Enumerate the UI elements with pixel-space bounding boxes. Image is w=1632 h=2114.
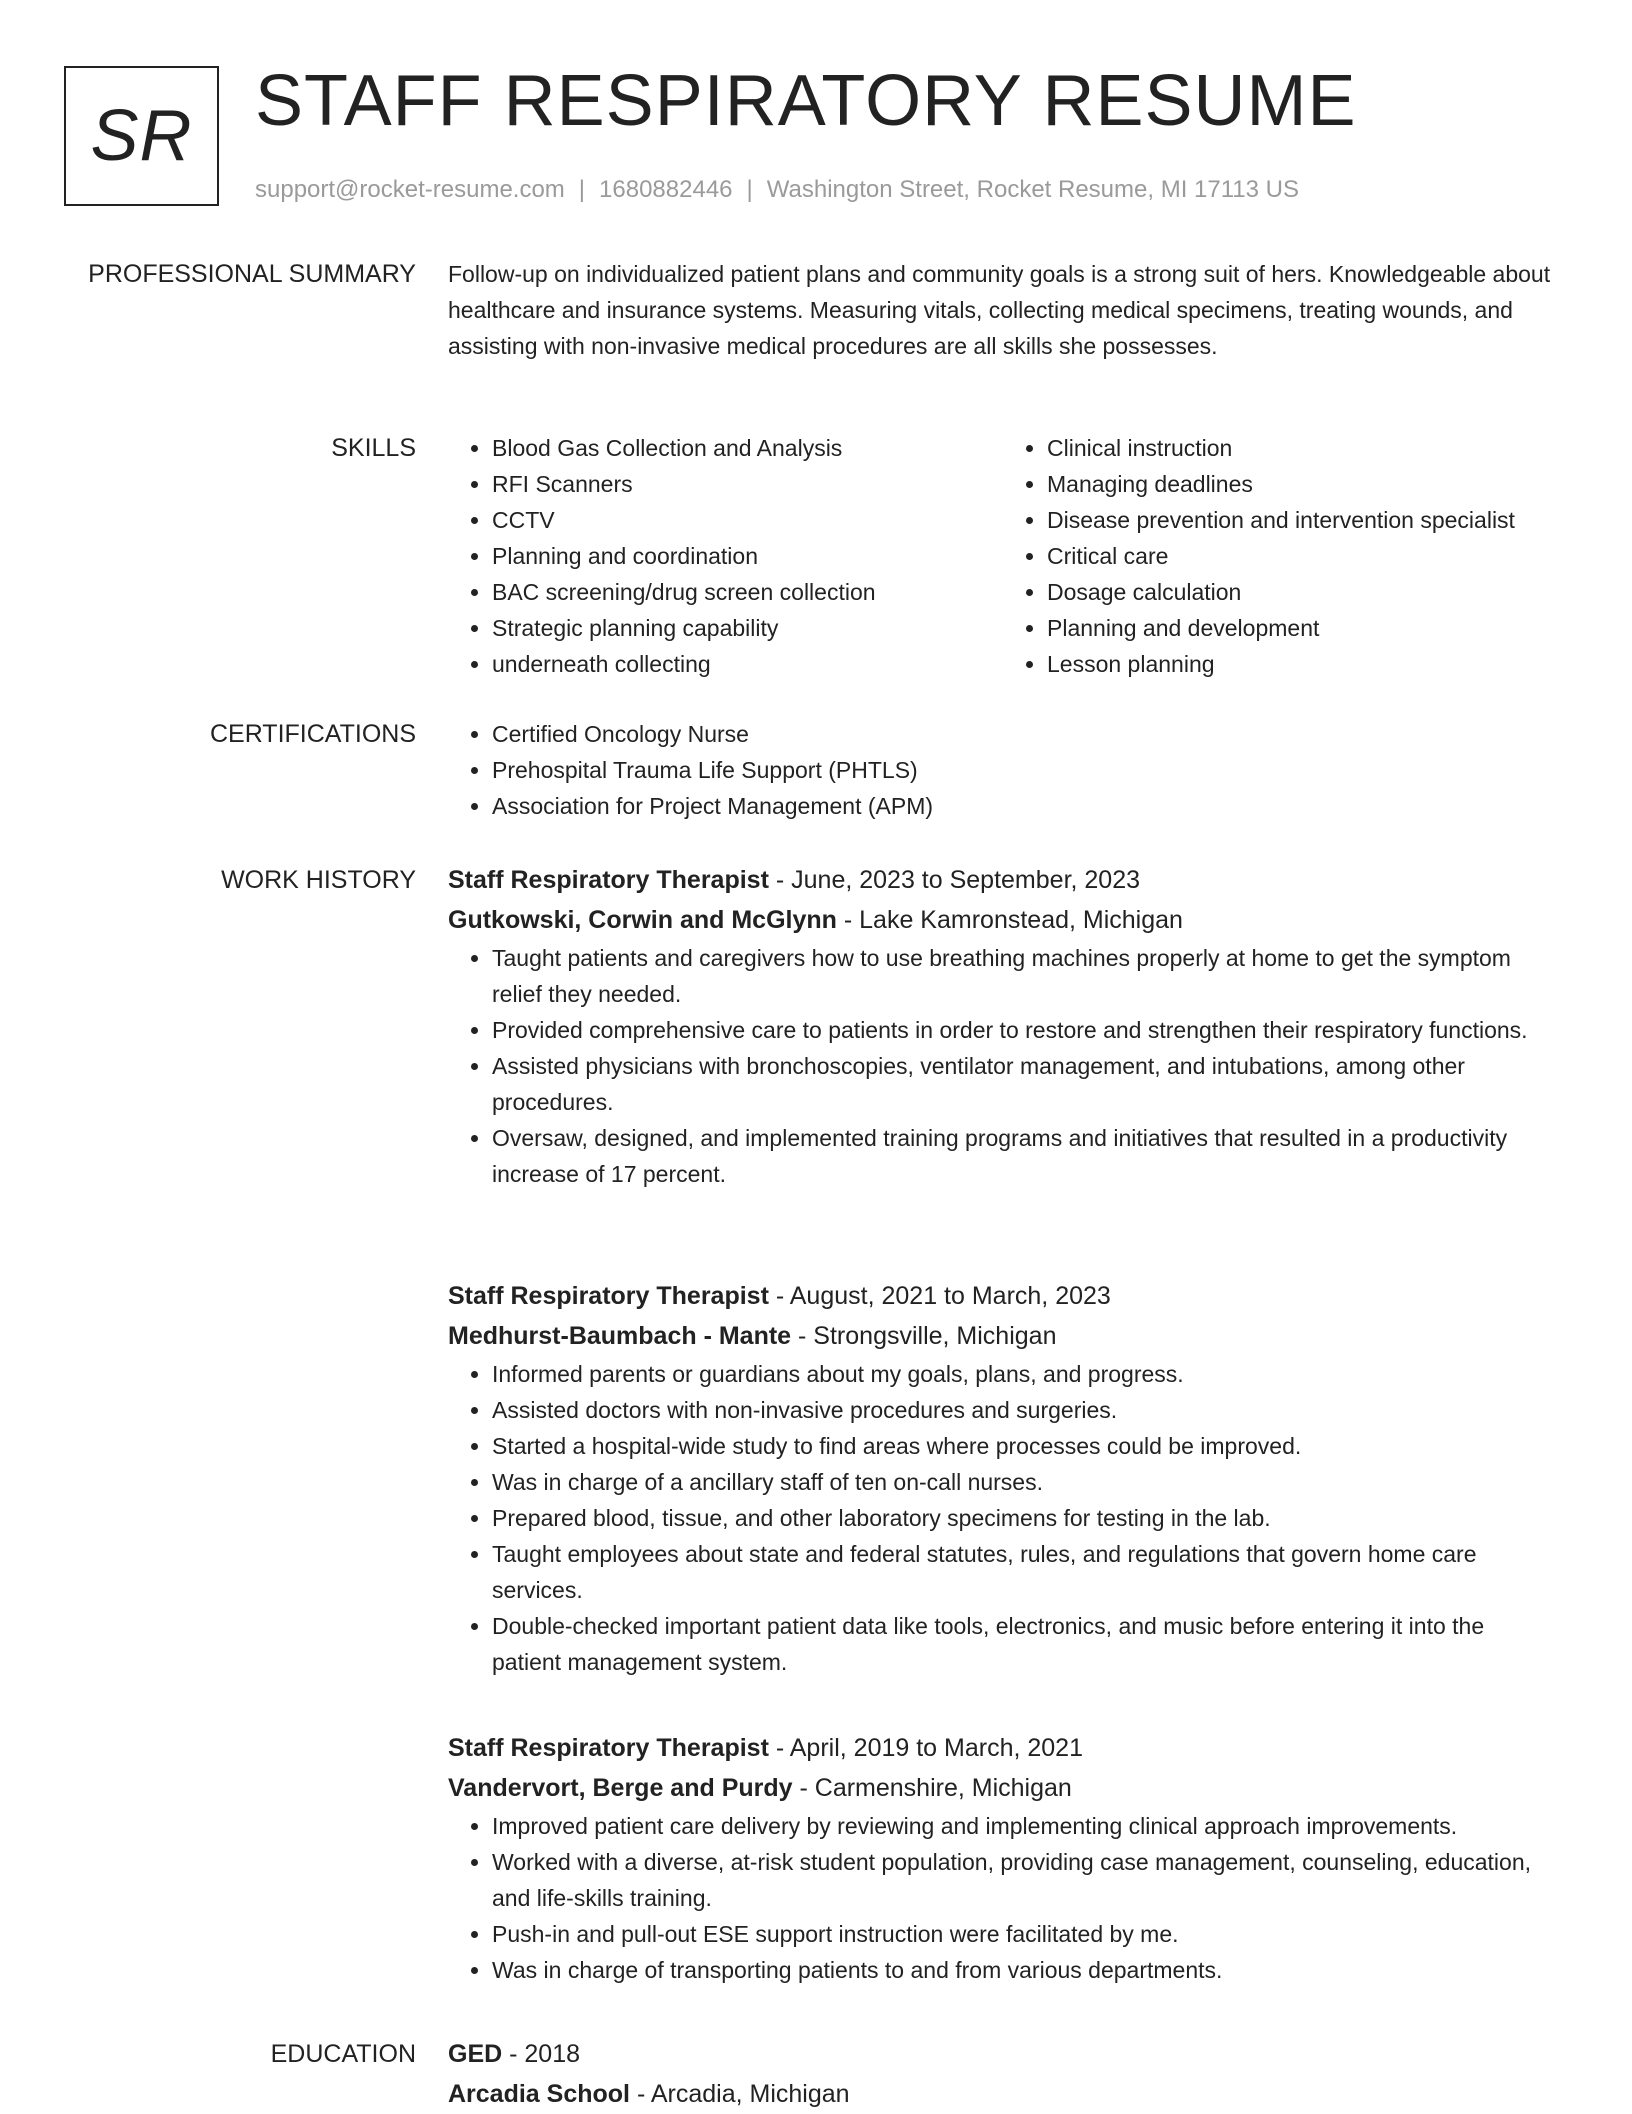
job-company-line — [448, 1316, 1558, 1356]
job-body — [448, 1728, 1558, 1988]
monogram: SR — [64, 66, 219, 206]
list-item: • Disease prevention and intervention specialist — [1047, 502, 1558, 538]
list-item: • Worked with a diverse, at-risk student population, providing case management, counseling, education, and life-skills training. — [492, 1844, 1558, 1916]
list-item: • Started a hospital-wide study to find areas where processes could be improved. — [492, 1428, 1558, 1464]
job-dates: - April, 2019 to March, 2021 — [768, 1734, 1083, 1762]
list-item: • Association for Project Management (APM) — [492, 788, 1558, 824]
certifications-list — [448, 716, 1558, 824]
education-degree-line — [448, 2034, 1558, 2074]
list-item: • underneath collecting — [492, 646, 1003, 682]
section-body — [448, 716, 1558, 824]
list-item: • RFI Scanners — [492, 466, 1003, 502]
education-school: Arcadia School — [448, 2080, 630, 2108]
contact-line — [255, 174, 1299, 206]
list-item: • Blood Gas Collection and Analysis — [492, 430, 1003, 466]
section-label: CERTIFICATIONS — [209, 720, 416, 748]
list-item: • BAC screening/drug screen collection — [492, 574, 1003, 610]
list-item: • Strategic planning capability — [492, 610, 1003, 646]
skills-list-left — [448, 430, 1003, 682]
list-item: • CCTV — [492, 502, 1003, 538]
page-title: STAFF RESPIRATORY RESUME — [255, 61, 1357, 141]
list-item: • Critical care — [1047, 538, 1558, 574]
section-body — [448, 2034, 1558, 2114]
skills-list-right — [1003, 430, 1558, 682]
list-item: • Clinical instruction — [1047, 430, 1558, 466]
list-item: • Was in charge of a ancillary staff of ten on-call nurses. — [492, 1464, 1558, 1500]
education-school-line — [448, 2074, 1558, 2114]
job-bullets — [448, 1808, 1558, 1988]
list-item: • Improved patient care delivery by reviewing and implementing clinical approach improvements. — [492, 1808, 1558, 1844]
job-dates: - August, 2021 to March, 2023 — [768, 1282, 1111, 1310]
list-item: • Oversaw, designed, and implemented training programs and initiatives that resulted in a productivity increase of 17 percent. — [492, 1120, 1558, 1192]
job-dates: - June, 2023 to September, 2023 — [768, 866, 1141, 894]
list-item: • Assisted doctors with non-invasive procedures and surgeries. — [492, 1392, 1558, 1428]
job-title: Staff Respiratory Therapist — [448, 1734, 769, 1762]
list-item: • Lesson planning — [1047, 646, 1558, 682]
education-year: - 2018 — [502, 2040, 581, 2068]
job-bullets — [448, 1356, 1558, 1680]
list-item: • Was in charge of transporting patients to and from various departments. — [492, 1952, 1558, 1988]
list-item: • Taught patients and caregivers how to use breathing machines properly at home to get the symptom relief they needed. — [492, 940, 1558, 1012]
job-body — [448, 1276, 1558, 1680]
job-company: Medhurst-Baumbach - Mante — [448, 1322, 792, 1350]
job-company: Vandervort, Berge and Purdy — [448, 1774, 793, 1802]
job-location: - Strongsville, Michigan — [791, 1322, 1057, 1350]
list-item: • Prepared blood, tissue, and other laboratory specimens for testing in the lab. — [492, 1500, 1558, 1536]
contact-phone: 1680882446 — [599, 176, 733, 203]
contact-separator: | — [746, 176, 753, 203]
contact-address: Washington Street, Rocket Resume, MI 17113 US — [766, 176, 1299, 203]
section-label: PROFESSIONAL SUMMARY — [88, 260, 416, 288]
contact-separator: | — [578, 176, 586, 203]
list-item: • Assisted physicians with bronchoscopies, ventilator management, and intubations, among other procedures. — [492, 1048, 1558, 1120]
summary-text: Follow-up on individualized patient plans and community goals is a strong suit of hers. Knowledgeable about healthcare and insurance systems. Measuring vitals, collecting medical specimens, treating wounds, and assisting with non-invasive medical procedures are all skills she possesses. — [448, 261, 1551, 359]
list-item: • Prehospital Trauma Life Support (PHTLS) — [492, 752, 1558, 788]
job-location: - Carmenshire, Michigan — [792, 1774, 1072, 1802]
list-item: • Double-checked important patient data like tools, electronics, and music before entering it into the patient management system. — [492, 1608, 1558, 1680]
job-title: Staff Respiratory Therapist — [448, 866, 769, 894]
job-company-line — [448, 1768, 1558, 1808]
list-item: • Taught employees about state and federal statutes, rules, and regulations that govern home care services. — [492, 1536, 1558, 1608]
list-item: • Certified Oncology Nurse — [492, 716, 1558, 752]
section-label: WORK HISTORY — [221, 866, 416, 894]
list-item: • Managing deadlines — [1047, 466, 1558, 502]
education-location: - Arcadia, Michigan — [630, 2080, 850, 2108]
list-item: • Planning and coordination — [492, 538, 1003, 574]
job-body — [448, 860, 1558, 1192]
list-item: • Provided comprehensive care to patients in order to restore and strengthen their respiratory functions. — [492, 1012, 1558, 1048]
education-degree: GED — [448, 2040, 503, 2068]
job-title-line — [448, 860, 1558, 900]
job-title: Staff Respiratory Therapist — [448, 1282, 769, 1310]
list-item: • Planning and development — [1047, 610, 1558, 646]
job-title-line — [448, 1728, 1558, 1768]
list-item: • Dosage calculation — [1047, 574, 1558, 610]
list-item: • Push-in and pull-out ESE support instruction were facilitated by me. — [492, 1916, 1558, 1952]
section-label: EDUCATION — [270, 2040, 416, 2068]
skills-columns — [448, 430, 1558, 682]
list-item: • Informed parents or guardians about my goals, plans, and progress. — [492, 1356, 1558, 1392]
contact-email: support@rocket-resume.com — [255, 176, 565, 203]
section-label: SKILLS — [331, 434, 416, 462]
job-company: Gutkowski, Corwin and McGlynn — [448, 906, 837, 934]
section-body — [448, 256, 1558, 364]
job-bullets — [448, 940, 1558, 1192]
job-location: - Lake Kamronstead, Michigan — [836, 906, 1183, 934]
job-company-line — [448, 900, 1558, 940]
job-title-line — [448, 1276, 1558, 1316]
